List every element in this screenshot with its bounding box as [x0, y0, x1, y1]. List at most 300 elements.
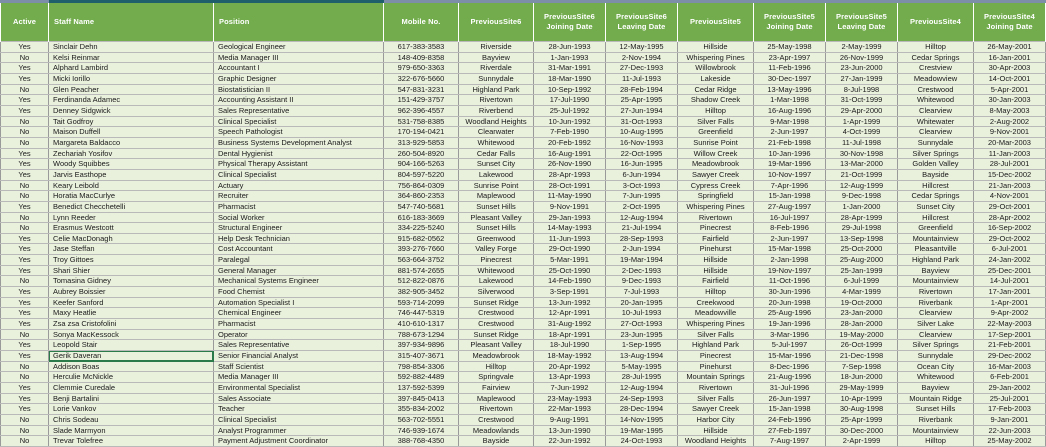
- cell-ps6[interactable]: Lakewood: [459, 276, 534, 287]
- cell-mobile[interactable]: 322-676-5660: [384, 73, 459, 84]
- cell-ps6[interactable]: Pleasant Valley: [459, 340, 534, 351]
- cell-position[interactable]: Cost Accountant: [214, 244, 384, 255]
- cell-ps5join[interactable]: 1-Mar-1998: [754, 95, 826, 106]
- cell-ps4join[interactable]: 9-Jan-2001: [974, 414, 1046, 425]
- cell-ps5[interactable]: Hilltop: [678, 105, 754, 116]
- cell-ps5[interactable]: Hillside: [678, 265, 754, 276]
- cell-ps5join[interactable]: 13-May-1996: [754, 84, 826, 95]
- cell-mobile[interactable]: 804-597-5220: [384, 169, 459, 180]
- cell-ps4[interactable]: Clearview: [898, 308, 974, 319]
- cell-ps6[interactable]: Bayview: [459, 52, 534, 63]
- cell-active[interactable]: Yes: [1, 73, 49, 84]
- cell-position[interactable]: Food Chemist: [214, 287, 384, 298]
- cell-ps4[interactable]: Clearview: [898, 127, 974, 138]
- cell-ps4join[interactable]: 29-Oct-2001: [974, 201, 1046, 212]
- cell-position[interactable]: Senior Financial Analyst: [214, 351, 384, 362]
- cell-active[interactable]: No: [1, 276, 49, 287]
- cell-active[interactable]: No: [1, 372, 49, 383]
- cell-ps4[interactable]: Whitewater: [898, 116, 974, 127]
- cell-mobile[interactable]: 382-905-3452: [384, 287, 459, 298]
- cell-ps5join[interactable]: 8-Feb-1996: [754, 223, 826, 234]
- cell-ps6leave[interactable]: 2-Oct-1995: [606, 201, 678, 212]
- cell-ps6leave[interactable]: 25-Apr-1995: [606, 95, 678, 106]
- cell-ps6join[interactable]: 13-Jun-1992: [534, 297, 606, 308]
- table-row[interactable]: [1, 404, 1046, 415]
- cell-ps5[interactable]: Willowbrook: [678, 63, 754, 74]
- table-row[interactable]: [1, 63, 1046, 74]
- cell-position[interactable]: Sales Representative: [214, 340, 384, 351]
- table-row[interactable]: [1, 191, 1046, 202]
- table-header-row[interactable]: [1, 2, 1046, 42]
- cell-ps6join[interactable]: 13-Apr-1993: [534, 372, 606, 383]
- cell-active[interactable]: No: [1, 425, 49, 436]
- cell-name[interactable]: Celie MacDonagh: [49, 233, 214, 244]
- cell-ps4join[interactable]: 29-Dec-2002: [974, 351, 1046, 362]
- table-row[interactable]: [1, 137, 1046, 148]
- cell-ps5[interactable]: Pinecrest: [678, 351, 754, 362]
- cell-active[interactable]: Yes: [1, 308, 49, 319]
- cell-active[interactable]: Yes: [1, 63, 49, 74]
- cell-ps5[interactable]: Greenfield: [678, 127, 754, 138]
- cell-name[interactable]: Maison Duffell: [49, 127, 214, 138]
- cell-ps6leave[interactable]: 22-Oct-1995: [606, 148, 678, 159]
- cell-name[interactable]: Keary Leibold: [49, 180, 214, 191]
- cell-ps6leave[interactable]: 12-May-1995: [606, 42, 678, 53]
- cell-ps5leave[interactable]: 28-Jan-2000: [826, 319, 898, 330]
- cell-active[interactable]: Yes: [1, 393, 49, 404]
- cell-ps5[interactable]: Sunrise Point: [678, 137, 754, 148]
- cell-mobile[interactable]: 364-860-2353: [384, 191, 459, 202]
- column-header-ps6leave[interactable]: [606, 2, 678, 42]
- cell-ps5leave[interactable]: 19-May-2000: [826, 329, 898, 340]
- cell-ps5[interactable]: Hillside: [678, 42, 754, 53]
- cell-ps6leave[interactable]: 16-Jun-1995: [606, 159, 678, 170]
- cell-ps5leave[interactable]: 27-Jan-1999: [826, 73, 898, 84]
- cell-position[interactable]: Social Worker: [214, 212, 384, 223]
- column-header-mobile[interactable]: [384, 2, 459, 42]
- cell-position[interactable]: Structural Engineer: [214, 223, 384, 234]
- cell-ps6join[interactable]: 16-Aug-1991: [534, 148, 606, 159]
- cell-ps5leave[interactable]: 25-Oct-2000: [826, 244, 898, 255]
- cell-ps6[interactable]: Bayside: [459, 436, 534, 447]
- cell-name[interactable]: Ferdinanda Adamec: [49, 95, 214, 106]
- cell-ps4join[interactable]: 20-Mar-2003: [974, 137, 1046, 148]
- cell-ps4[interactable]: Crestview: [898, 63, 974, 74]
- cell-position[interactable]: Mechanical Systems Engineer: [214, 276, 384, 287]
- cell-ps5[interactable]: Woodland Heights: [678, 436, 754, 447]
- cell-ps5leave[interactable]: 2-Apr-1999: [826, 436, 898, 447]
- cell-name[interactable]: Benedict Checchetelli: [49, 201, 214, 212]
- cell-ps6leave[interactable]: 12-Aug-1994: [606, 383, 678, 394]
- cell-active[interactable]: Yes: [1, 383, 49, 394]
- cell-ps4[interactable]: Sunnydale: [898, 351, 974, 362]
- cell-ps5[interactable]: Willow Creek: [678, 148, 754, 159]
- cell-ps6leave[interactable]: 27-Oct-1993: [606, 319, 678, 330]
- cell-ps6leave[interactable]: 16-Nov-1993: [606, 137, 678, 148]
- cell-ps6join[interactable]: 17-Jul-1990: [534, 95, 606, 106]
- selected-cell[interactable]: Gerik Daveran: [49, 351, 214, 362]
- cell-ps6[interactable]: Sunset Ridge: [459, 297, 534, 308]
- cell-ps6leave[interactable]: 13-Aug-1994: [606, 351, 678, 362]
- cell-ps6join[interactable]: 28-Apr-1993: [534, 169, 606, 180]
- cell-ps4[interactable]: Riverbank: [898, 297, 974, 308]
- cell-name[interactable]: Herculie McNickle: [49, 372, 214, 383]
- cell-ps6join[interactable]: 13-Jun-1990: [534, 425, 606, 436]
- cell-active[interactable]: No: [1, 52, 49, 63]
- cell-ps5[interactable]: Whispering Pines: [678, 201, 754, 212]
- cell-ps5join[interactable]: 3-Mar-1996: [754, 329, 826, 340]
- cell-ps5[interactable]: Lakeside: [678, 73, 754, 84]
- cell-ps5[interactable]: Sawyer Creek: [678, 404, 754, 415]
- cell-ps6[interactable]: Maplewood: [459, 393, 534, 404]
- cell-ps4[interactable]: Sunnydale: [898, 137, 974, 148]
- cell-ps5[interactable]: Highland Park: [678, 340, 754, 351]
- cell-mobile[interactable]: 547-831-3231: [384, 84, 459, 95]
- column-header-active[interactable]: [1, 2, 49, 42]
- cell-mobile[interactable]: 137-592-5399: [384, 383, 459, 394]
- cell-ps6join[interactable]: 18-Mar-1990: [534, 73, 606, 84]
- cell-name[interactable]: Clemmie Curedale: [49, 383, 214, 394]
- cell-ps5[interactable]: Shadow Creek: [678, 95, 754, 106]
- cell-ps4[interactable]: Hilltop: [898, 436, 974, 447]
- cell-ps6join[interactable]: 22-Mar-1993: [534, 404, 606, 415]
- cell-ps6join[interactable]: 20-Feb-1992: [534, 137, 606, 148]
- table-row[interactable]: [1, 383, 1046, 394]
- cell-ps5[interactable]: Meadowbrook: [678, 159, 754, 170]
- cell-mobile[interactable]: 788-673-1294: [384, 329, 459, 340]
- cell-ps4join[interactable]: 29-Jan-2002: [974, 383, 1046, 394]
- cell-name[interactable]: Margareta Baldacco: [49, 137, 214, 148]
- cell-active[interactable]: No: [1, 436, 49, 447]
- cell-ps6join[interactable]: 11-May-1990: [534, 191, 606, 202]
- column-header-ps6[interactable]: [459, 2, 534, 42]
- cell-ps6leave[interactable]: 5-May-1995: [606, 361, 678, 372]
- cell-ps4join[interactable]: 22-May-2003: [974, 319, 1046, 330]
- cell-ps5[interactable]: Silver Falls: [678, 116, 754, 127]
- cell-ps6[interactable]: Crestwood: [459, 319, 534, 330]
- cell-ps4join[interactable]: 4-Nov-2001: [974, 191, 1046, 202]
- cell-mobile[interactable]: 313-929-5853: [384, 137, 459, 148]
- cell-ps5[interactable]: Mountain Springs: [678, 372, 754, 383]
- cell-ps6[interactable]: Sunnydale: [459, 73, 534, 84]
- cell-name[interactable]: Kelsi Reinmar: [49, 52, 214, 63]
- cell-ps5leave[interactable]: 9-Dec-1998: [826, 191, 898, 202]
- table-row[interactable]: [1, 201, 1046, 212]
- cell-position[interactable]: Operator: [214, 329, 384, 340]
- cell-ps6[interactable]: Rivertown: [459, 95, 534, 106]
- cell-name[interactable]: Tomasina Gidney: [49, 276, 214, 287]
- cell-ps6[interactable]: Pleasant Valley: [459, 212, 534, 223]
- cell-name[interactable]: Keefer Sanford: [49, 297, 214, 308]
- cell-ps6join[interactable]: 25-Jul-1992: [534, 105, 606, 116]
- cell-ps4join[interactable]: 21-Feb-2001: [974, 340, 1046, 351]
- cell-ps5leave[interactable]: 25-Aug-2000: [826, 255, 898, 266]
- cell-ps6leave[interactable]: 19-Mar-1994: [606, 255, 678, 266]
- cell-active[interactable]: No: [1, 127, 49, 138]
- cell-ps4join[interactable]: 25-May-2002: [974, 436, 1046, 447]
- cell-ps5join[interactable]: 8-Dec-1996: [754, 361, 826, 372]
- column-header-ps4[interactable]: [898, 2, 974, 42]
- cell-ps4join[interactable]: 29-Oct-2002: [974, 233, 1046, 244]
- cell-ps4[interactable]: Crestwood: [898, 84, 974, 95]
- table-row[interactable]: [1, 319, 1046, 330]
- table-row[interactable]: [1, 287, 1046, 298]
- cell-ps6[interactable]: Silverwood: [459, 287, 534, 298]
- cell-name[interactable]: Shari Shier: [49, 265, 214, 276]
- cell-ps5leave[interactable]: 12-Aug-1999: [826, 180, 898, 191]
- cell-ps6join[interactable]: 14-Feb-1990: [534, 276, 606, 287]
- cell-ps6[interactable]: Riverbend: [459, 105, 534, 116]
- cell-position[interactable]: Biostatistician II: [214, 84, 384, 95]
- cell-active[interactable]: No: [1, 361, 49, 372]
- cell-ps5leave[interactable]: 4-Mar-1999: [826, 287, 898, 298]
- cell-ps5[interactable]: Pinehurst: [678, 244, 754, 255]
- cell-ps4join[interactable]: 14-Oct-2001: [974, 73, 1046, 84]
- cell-ps5leave[interactable]: 10-Apr-1999: [826, 393, 898, 404]
- cell-mobile[interactable]: 904-166-5263: [384, 159, 459, 170]
- cell-ps5join[interactable]: 31-Jul-1996: [754, 383, 826, 394]
- cell-position[interactable]: Paralegal: [214, 255, 384, 266]
- cell-mobile[interactable]: 563-702-5551: [384, 414, 459, 425]
- table-row[interactable]: [1, 223, 1046, 234]
- cell-ps5join[interactable]: 15-Jan-1998: [754, 404, 826, 415]
- cell-ps6join[interactable]: 29-Oct-1990: [534, 244, 606, 255]
- cell-ps6leave[interactable]: 3-Oct-1993: [606, 180, 678, 191]
- cell-ps5[interactable]: Sawyer Creek: [678, 169, 754, 180]
- cell-ps5[interactable]: Hillside: [678, 255, 754, 266]
- cell-name[interactable]: Trevar Tolefree: [49, 436, 214, 447]
- cell-ps5join[interactable]: 16-Jul-1997: [754, 212, 826, 223]
- cell-position[interactable]: Business Systems Development Analyst: [214, 137, 384, 148]
- cell-ps5join[interactable]: 24-Feb-1996: [754, 414, 826, 425]
- cell-active[interactable]: No: [1, 223, 49, 234]
- cell-mobile[interactable]: 148-409-8358: [384, 52, 459, 63]
- cell-ps5[interactable]: Rivertown: [678, 212, 754, 223]
- column-header-ps6join[interactable]: [534, 2, 606, 42]
- cell-active[interactable]: No: [1, 329, 49, 340]
- cell-ps5leave[interactable]: 30-Dec-2000: [826, 425, 898, 436]
- cell-mobile[interactable]: 397-934-9896: [384, 340, 459, 351]
- table-row[interactable]: [1, 372, 1046, 383]
- column-header-ps5[interactable]: [678, 2, 754, 42]
- cell-name[interactable]: Maxy Heatlie: [49, 308, 214, 319]
- cell-ps5join[interactable]: 7-Apr-1996: [754, 180, 826, 191]
- cell-ps4[interactable]: Silver Springs: [898, 340, 974, 351]
- cell-ps5join[interactable]: 11-Oct-1996: [754, 276, 826, 287]
- table-row[interactable]: [1, 308, 1046, 319]
- cell-position[interactable]: Media Manager III: [214, 52, 384, 63]
- cell-mobile[interactable]: 388-768-4350: [384, 436, 459, 447]
- table-row[interactable]: [1, 244, 1046, 255]
- cell-ps6leave[interactable]: 28-Feb-1994: [606, 84, 678, 95]
- cell-mobile[interactable]: 547-740-5681: [384, 201, 459, 212]
- cell-ps4join[interactable]: 25-Jul-2001: [974, 393, 1046, 404]
- cell-ps5leave[interactable]: 7-Sep-1998: [826, 361, 898, 372]
- cell-ps4join[interactable]: 30-Jan-2003: [974, 95, 1046, 106]
- cell-ps6leave[interactable]: 7-Jul-1993: [606, 287, 678, 298]
- cell-ps5leave[interactable]: 29-Apr-2000: [826, 105, 898, 116]
- cell-mobile[interactable]: 962-396-4557: [384, 105, 459, 116]
- cell-ps4[interactable]: Silver Springs: [898, 148, 974, 159]
- cell-ps4join[interactable]: 21-Jan-2003: [974, 180, 1046, 191]
- table-row[interactable]: [1, 276, 1046, 287]
- table-row[interactable]: [1, 393, 1046, 404]
- cell-ps5leave[interactable]: 30-Aug-1998: [826, 404, 898, 415]
- cell-ps6join[interactable]: 11-Jun-1993: [534, 233, 606, 244]
- cell-ps5leave[interactable]: 8-Jul-1998: [826, 84, 898, 95]
- table-row[interactable]: [1, 159, 1046, 170]
- cell-ps5join[interactable]: 16-Aug-1996: [754, 105, 826, 116]
- cell-ps4[interactable]: Ocean City: [898, 361, 974, 372]
- cell-ps5leave[interactable]: 11-Jul-1998: [826, 137, 898, 148]
- cell-ps5join[interactable]: 9-Mar-1998: [754, 116, 826, 127]
- cell-ps6join[interactable]: 3-Sep-1991: [534, 287, 606, 298]
- cell-ps5leave[interactable]: 18-Jun-2000: [826, 372, 898, 383]
- cell-mobile[interactable]: 915-682-0562: [384, 233, 459, 244]
- cell-mobile[interactable]: 593-714-2099: [384, 297, 459, 308]
- cell-ps5join[interactable]: 21-Aug-1996: [754, 372, 826, 383]
- cell-position[interactable]: Staff Scientist: [214, 361, 384, 372]
- cell-ps5[interactable]: Cedar Ridge: [678, 84, 754, 95]
- cell-ps4[interactable]: Bayside: [898, 169, 974, 180]
- cell-name[interactable]: Aubrey Boissier: [49, 287, 214, 298]
- cell-ps5[interactable]: Meadowville: [678, 308, 754, 319]
- cell-mobile[interactable]: 881-574-2655: [384, 265, 459, 276]
- cell-name[interactable]: Benji Bartalini: [49, 393, 214, 404]
- cell-ps4[interactable]: Bayview: [898, 383, 974, 394]
- cell-mobile[interactable]: 355-834-2002: [384, 404, 459, 415]
- cell-active[interactable]: Yes: [1, 287, 49, 298]
- cell-ps6join[interactable]: 10-Jun-1992: [534, 116, 606, 127]
- cell-position[interactable]: Teacher: [214, 404, 384, 415]
- cell-ps5join[interactable]: 15-Mar-1998: [754, 244, 826, 255]
- cell-ps5join[interactable]: 19-Jan-1996: [754, 319, 826, 330]
- cell-ps4join[interactable]: 1-Apr-2001: [974, 297, 1046, 308]
- cell-name[interactable]: Leopold Stair: [49, 340, 214, 351]
- cell-position[interactable]: Geological Engineer: [214, 42, 384, 53]
- cell-ps5leave[interactable]: 19-Oct-2000: [826, 297, 898, 308]
- table-row[interactable]: [1, 436, 1046, 447]
- cell-position[interactable]: Payment Adjustment Coordinator: [214, 436, 384, 447]
- cell-name[interactable]: Zechariah Yosifov: [49, 148, 214, 159]
- table-body[interactable]: [1, 42, 1046, 447]
- table-row[interactable]: [1, 105, 1046, 116]
- cell-position[interactable]: Physical Therapy Assistant: [214, 159, 384, 170]
- cell-position[interactable]: Automation Specialist I: [214, 297, 384, 308]
- cell-ps5leave[interactable]: 26-Oct-1999: [826, 340, 898, 351]
- cell-active[interactable]: Yes: [1, 169, 49, 180]
- cell-ps5join[interactable]: 19-Nov-1997: [754, 265, 826, 276]
- cell-mobile[interactable]: 260-504-8920: [384, 148, 459, 159]
- cell-ps6leave[interactable]: 11-Jul-1993: [606, 73, 678, 84]
- cell-ps4[interactable]: Mountain Ridge: [898, 393, 974, 404]
- cell-position[interactable]: Clinical Specialist: [214, 169, 384, 180]
- cell-ps6leave[interactable]: 14-Nov-1995: [606, 414, 678, 425]
- cell-ps6leave[interactable]: 2-Nov-1994: [606, 52, 678, 63]
- cell-ps4join[interactable]: 6-Feb-2001: [974, 372, 1046, 383]
- cell-position[interactable]: General Manager: [214, 265, 384, 276]
- cell-ps5[interactable]: Creekwood: [678, 297, 754, 308]
- cell-ps4join[interactable]: 8-May-2003: [974, 105, 1046, 116]
- table-row[interactable]: [1, 329, 1046, 340]
- cell-ps6join[interactable]: 12-Apr-1991: [534, 308, 606, 319]
- cell-ps6join[interactable]: 29-Jan-1993: [534, 212, 606, 223]
- cell-ps5join[interactable]: 2-Jun-1997: [754, 127, 826, 138]
- cell-ps6[interactable]: Crestwood: [459, 308, 534, 319]
- cell-ps5join[interactable]: 20-Jun-1998: [754, 297, 826, 308]
- cell-ps5join[interactable]: 30-Jun-1996: [754, 287, 826, 298]
- cell-ps6leave[interactable]: 7-Jun-1995: [606, 191, 678, 202]
- cell-ps5[interactable]: Pinehurst: [678, 361, 754, 372]
- cell-ps4[interactable]: Mountainview: [898, 276, 974, 287]
- cell-ps5[interactable]: Fairfield: [678, 276, 754, 287]
- cell-position[interactable]: Analyst Programmer: [214, 425, 384, 436]
- cell-ps6leave[interactable]: 27-Jun-1994: [606, 105, 678, 116]
- cell-ps4join[interactable]: 16-Sep-2002: [974, 223, 1046, 234]
- cell-ps6[interactable]: Fairview: [459, 383, 534, 394]
- cell-ps4[interactable]: Cedar Springs: [898, 191, 974, 202]
- cell-ps5[interactable]: Silver Falls: [678, 329, 754, 340]
- table-row[interactable]: [1, 212, 1046, 223]
- cell-active[interactable]: No: [1, 180, 49, 191]
- cell-ps4join[interactable]: 22-Jun-2003: [974, 425, 1046, 436]
- cell-ps5[interactable]: Whispering Pines: [678, 52, 754, 63]
- cell-ps4[interactable]: Pleasantville: [898, 244, 974, 255]
- cell-ps6join[interactable]: 28-Oct-1991: [534, 180, 606, 191]
- cell-mobile[interactable]: 397-845-0413: [384, 393, 459, 404]
- cell-position[interactable]: Environmental Specialist: [214, 383, 384, 394]
- cell-ps4[interactable]: Hilltop: [898, 42, 974, 53]
- cell-ps6join[interactable]: 18-Apr-1991: [534, 329, 606, 340]
- cell-ps6leave[interactable]: 12-Aug-1994: [606, 212, 678, 223]
- cell-position[interactable]: Recruiter: [214, 191, 384, 202]
- cell-mobile[interactable]: 151-429-3757: [384, 95, 459, 106]
- cell-ps6leave[interactable]: 6-Jun-1994: [606, 169, 678, 180]
- cell-ps5leave[interactable]: 6-Jul-1999: [826, 276, 898, 287]
- cell-ps5join[interactable]: 10-Nov-1997: [754, 169, 826, 180]
- cell-active[interactable]: Yes: [1, 255, 49, 266]
- cell-ps4join[interactable]: 28-Apr-2002: [974, 212, 1046, 223]
- cell-name[interactable]: Lorie Vankov: [49, 404, 214, 415]
- cell-active[interactable]: No: [1, 414, 49, 425]
- cell-active[interactable]: Yes: [1, 201, 49, 212]
- cell-ps6join[interactable]: 9-Aug-1991: [534, 414, 606, 425]
- cell-ps6leave[interactable]: 1-Sep-1995: [606, 340, 678, 351]
- cell-ps5leave[interactable]: 29-Jul-1998: [826, 223, 898, 234]
- cell-ps6join[interactable]: 28-Jun-1993: [534, 42, 606, 53]
- cell-ps6[interactable]: Woodland Heights: [459, 116, 534, 127]
- cell-position[interactable]: Actuary: [214, 180, 384, 191]
- column-header-ps4join[interactable]: [974, 2, 1046, 42]
- cell-active[interactable]: Yes: [1, 244, 49, 255]
- cell-ps5[interactable]: Harbor City: [678, 414, 754, 425]
- cell-mobile[interactable]: 410-610-1317: [384, 319, 459, 330]
- cell-position[interactable]: Chemical Engineer: [214, 308, 384, 319]
- cell-ps5join[interactable]: 7-Aug-1997: [754, 436, 826, 447]
- cell-ps6[interactable]: Sunset Hills: [459, 201, 534, 212]
- cell-name[interactable]: Micki Iorillo: [49, 73, 214, 84]
- cell-ps5[interactable]: Hillside: [678, 425, 754, 436]
- cell-ps6[interactable]: Clearwater: [459, 127, 534, 138]
- cell-ps6[interactable]: Pinecrest: [459, 255, 534, 266]
- cell-ps5leave[interactable]: 1-Apr-1999: [826, 116, 898, 127]
- cell-active[interactable]: Yes: [1, 297, 49, 308]
- cell-ps6leave[interactable]: 2-Jun-1994: [606, 244, 678, 255]
- cell-ps4[interactable]: Hillcrest: [898, 180, 974, 191]
- table-row[interactable]: [1, 116, 1046, 127]
- cell-ps5leave[interactable]: 30-Nov-1998: [826, 148, 898, 159]
- cell-active[interactable]: No: [1, 191, 49, 202]
